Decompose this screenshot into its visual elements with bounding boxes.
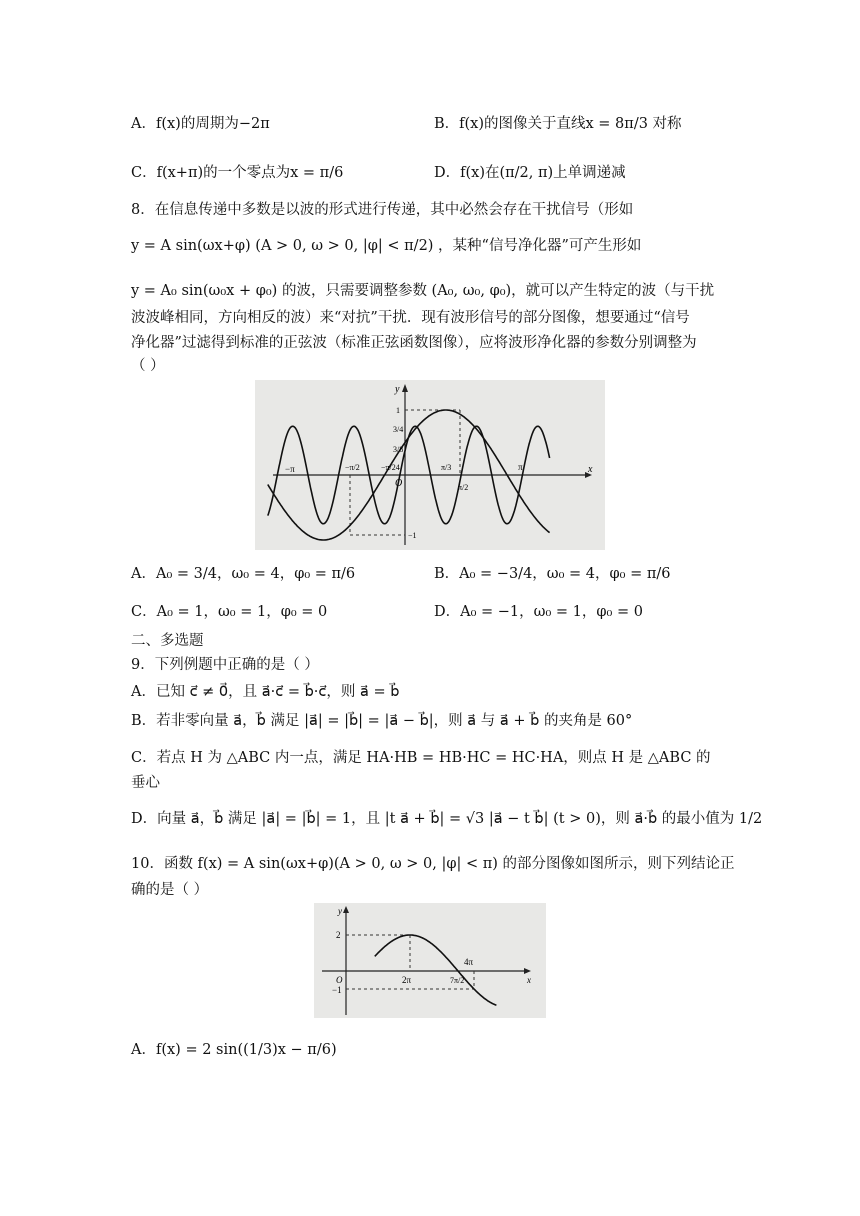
q10-graph-figure — [314, 903, 546, 1018]
tick-minus-one: −1 — [332, 985, 342, 995]
q7-option-d[interactable]: D．f(x)在(π/2, π)上单调递减 — [434, 165, 626, 181]
q8-stem-line-4: 波波峰相同，方向相反的波）来“对抗”干扰．现有波形信号的部分图像，想要通过“信号 — [131, 310, 690, 326]
tick-pi: π — [518, 462, 523, 472]
q7-option-b[interactable]: B．f(x)的图像关于直线x = 8π/3 对称 — [434, 116, 682, 132]
tick-three-eighths: 3/8 — [393, 445, 404, 454]
tick-minus-one: −1 — [408, 531, 417, 540]
tick-three-quarters: 3/4 — [393, 425, 404, 434]
tick-two-pi: 2π — [402, 975, 412, 985]
q8-option-b[interactable]: B．A₀ = −3/4，ω₀ = 4，φ₀ = π/6 — [434, 566, 671, 582]
q8-wave-figure — [255, 380, 605, 550]
q8-stem-line-6: （ ） — [131, 358, 165, 374]
q8-stem-line-3: y = A₀ sin(ω₀x + φ₀) 的波，只需要调整参数 (A₀, ω₀, φ₀)，就可以产生特定的波（与干扰 — [131, 283, 715, 299]
q10-stem-line-2: 确的是（ ） — [131, 882, 209, 898]
origin-label: O — [395, 478, 403, 489]
q7-option-c[interactable]: C．f(x+π)的一个零点为x = π/6 — [131, 165, 344, 181]
tick-pi-third: π/3 — [441, 463, 452, 472]
q9-stem: 9．下列例题中正确的是（ ） — [131, 657, 319, 673]
q9-option-b[interactable]: B．若非零向量 a⃗，b⃗ 满足 |a⃗| = |b⃗| = |a⃗ − b⃗|，则 a⃗ 与 a⃗ + b⃗ 的夹角是 60° — [131, 713, 633, 729]
tick-minus-pi: −π — [285, 464, 295, 474]
q8-wave-plot — [255, 380, 605, 550]
q8-stem-line-1: 8．在信息传递中多数是以波的形式进行传递，其中必然会存在干扰信号（形如 — [131, 202, 634, 218]
q8-option-a[interactable]: A．A₀ = 3/4，ω₀ = 4，φ₀ = π/6 — [131, 566, 356, 582]
q9-option-c[interactable]: C．若点 H 为 △ABC 内一点，满足 HA·HB = HB·HC = HC·HA，则点 H 是 △ABC 的 — [131, 750, 711, 766]
tick-seven-pi-half: 7π/2 — [450, 976, 465, 985]
y-label: y — [395, 384, 400, 395]
section-heading-multi-choice: 二、多选题 — [131, 633, 204, 649]
tick-minus-pi-half: −π/2 — [345, 463, 360, 472]
x-label: x — [588, 464, 593, 475]
tick-minus-pi-24: −π/24 — [381, 463, 400, 472]
tick-four-pi: 4π — [464, 957, 474, 967]
q9-option-c-continued: 垂心 — [131, 775, 160, 791]
tick-one: 1 — [396, 406, 400, 415]
q10-graph-plot — [314, 903, 546, 1018]
y-axis-arrow — [402, 384, 408, 392]
q8-stem-line-5: 净化器”过滤得到标准的正弦波（标准正弦函数图像），应将波形净化器的参数分别调整为 — [131, 335, 697, 351]
q7-option-a[interactable]: A．f(x)的周期为−2π — [131, 116, 270, 132]
q10-option-a[interactable]: A．f(x) = 2 sin((1/3)x − π/6) — [131, 1042, 337, 1058]
q8-option-c[interactable]: C．A₀ = 1，ω₀ = 1，φ₀ = 0 — [131, 604, 328, 620]
q8-option-d[interactable]: D．A₀ = −1，ω₀ = 1，φ₀ = 0 — [434, 604, 643, 620]
q9-option-d[interactable]: D．向量 a⃗，b⃗ 满足 |a⃗| = |b⃗| = 1，且 |t a⃗ + b⃗| = √3 |a⃗ − t b⃗| (t > 0)，则 a⃗·b⃗ 的最小值为 1/2 — [131, 811, 763, 827]
q8-stem-line-2: y = A sin(ωx+φ) (A > 0, ω > 0, |φ| < π/2) ，某种“信号净化器”可产生形如 — [131, 238, 642, 254]
q10-stem-line-1: 10．函数 f(x) = A sin(ωx+φ)(A > 0, ω > 0, |φ| < π) 的部分图像如图所示，则下列结论正 — [131, 856, 735, 872]
q9-option-a[interactable]: A．已知 c⃗ ≠ 0⃗，且 a⃗·c⃗ = b⃗·c⃗，则 a⃗ = b⃗ — [131, 684, 400, 700]
sine-curve — [375, 935, 497, 1005]
y-label: y — [338, 906, 342, 916]
x-label: x — [527, 975, 531, 985]
tick-two: 2 — [336, 930, 341, 940]
origin-label: O — [336, 975, 343, 985]
tick-pi-half: π/2 — [458, 483, 469, 492]
